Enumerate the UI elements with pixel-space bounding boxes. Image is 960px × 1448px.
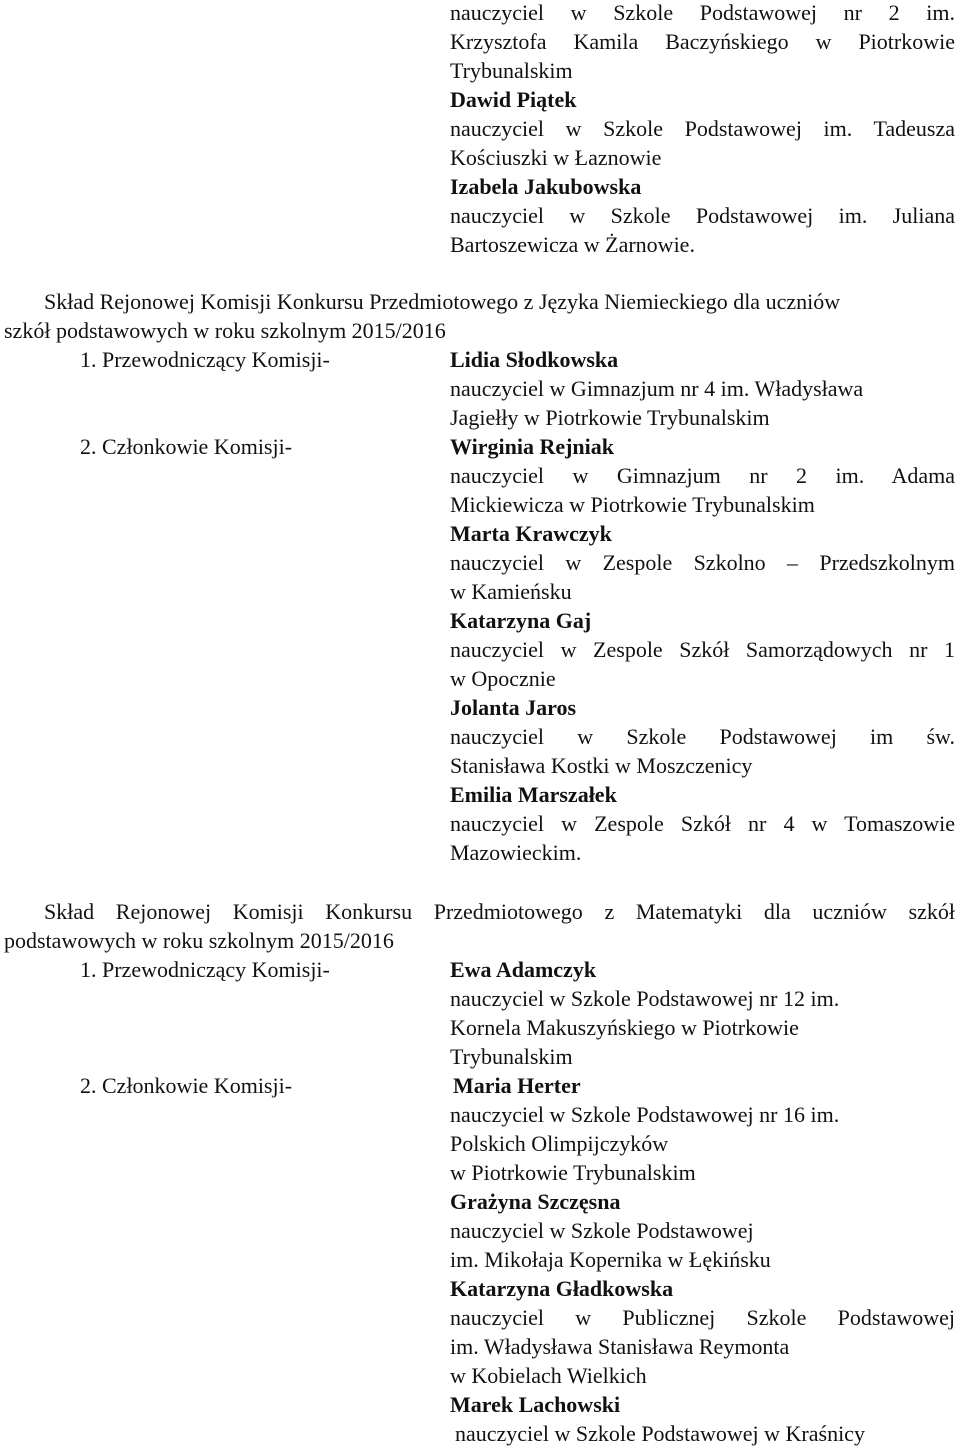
chair-label: 1. Przewodniczący Komisji-	[80, 347, 330, 372]
member-affiliation-line: im. Mikołaja Kopernika w Łękińsku	[450, 1247, 771, 1272]
section-title-math-line2: podstawowych w roku szkolnym 2015/2016	[4, 928, 394, 953]
member-name: Jolanta Jaros	[450, 695, 577, 720]
section-title-german-line1: Skład Rejonowej Komisji Konkursu Przedmiotowego z Języka Niemieckiego dla uczniów	[44, 289, 841, 314]
member-name: Katarzyna Gaj	[450, 608, 592, 633]
member-affiliation-line: Kościuszki w Łaznowie	[450, 145, 662, 170]
member-affiliation-line: Mazowieckim.	[450, 840, 582, 865]
member-affiliation-line: nauczyciel w Szkole Podstawowej w Kraśnicy	[455, 1421, 865, 1446]
chair-name: Lidia Słodkowska	[450, 347, 619, 372]
member-affiliation-line: w Kamieńsku	[450, 579, 572, 604]
member-affiliation-line: im. Władysława Stanisława Reymonta	[450, 1334, 790, 1359]
member-affiliation-line: w Piotrkowie Trybunalskim	[450, 1160, 696, 1185]
section-title-math-line1: Skład Rejonowej Komisji Konkursu Przedmiotowego z Matematyki dla uczniów szkół	[44, 899, 955, 924]
member-affiliation-line: nauczyciel w Szkole Podstawowej im św.	[450, 724, 955, 749]
chair-label: 1. Przewodniczący Komisji-	[80, 957, 330, 982]
continuation-affiliation-line: Trybunalskim	[450, 58, 573, 83]
member-affiliation-line: nauczyciel w Szkole Podstawowej im. Tadeusza	[450, 116, 955, 141]
chair-affiliation-line: Kornela Makuszyńskiego w Piotrkowie	[450, 1015, 799, 1040]
member-name: Marta Krawczyk	[450, 521, 612, 546]
member-affiliation-line: w Kobielach Wielkich	[450, 1363, 647, 1388]
member-affiliation-line: Mickiewicza w Piotrkowie Trybunalskim	[450, 492, 815, 517]
member-affiliation-line: nauczyciel w Zespole Szkół Samorządowych nr 1	[450, 637, 955, 662]
member-affiliation-line: Bartoszewicza w Żarnowie.	[450, 232, 695, 257]
member-affiliation-line: Stanisława Kostki w Moszczenicy	[450, 753, 753, 778]
member-affiliation-line: nauczyciel w Szkole Podstawowej im. Juliana	[450, 203, 955, 228]
member-affiliation-line: nauczyciel w Zespole Szkolno – Przedszkolnym	[450, 550, 955, 575]
member-affiliation-line: w Opocznie	[450, 666, 556, 691]
chair-name: Ewa Adamczyk	[450, 957, 597, 982]
continuation-affiliation-line: nauczyciel w Szkole Podstawowej nr 2 im.	[450, 0, 955, 25]
member-name: Marek Lachowski	[450, 1392, 621, 1417]
continuation-affiliation-line: Krzysztofa Kamila Baczyńskiego w Piotrkowie	[450, 29, 955, 54]
member-affiliation-line: nauczyciel w Szkole Podstawowej	[450, 1218, 754, 1243]
member-name: Wirginia Rejniak	[450, 434, 615, 459]
section-title-german-line2: szkół podstawowych w roku szkolnym 2015/2016	[4, 318, 446, 343]
member-name: Dawid Piątek	[450, 87, 577, 112]
member-affiliation-line: nauczyciel w Publicznej Szkole Podstawowej	[450, 1305, 955, 1330]
member-affiliation-line: Polskich Olimpijczyków	[450, 1131, 669, 1156]
chair-affiliation-line: nauczyciel w Gimnazjum nr 4 im. Władysława	[450, 376, 864, 401]
member-name: Grażyna Szczęsna	[450, 1189, 621, 1214]
member-name: Emilia Marszałek	[450, 782, 617, 807]
chair-affiliation-line: Trybunalskim	[450, 1044, 573, 1069]
chair-affiliation-line: Jagiełły w Piotrkowie Trybunalskim	[450, 405, 770, 430]
members-label: 2. Członkowie Komisji-	[80, 434, 293, 459]
member-name: Katarzyna Gładkowska	[450, 1276, 674, 1301]
member-affiliation-line: nauczyciel w Gimnazjum nr 2 im. Adama	[450, 463, 955, 488]
member-affiliation-line: nauczyciel w Zespole Szkół nr 4 w Tomaszowie	[450, 811, 955, 836]
member-affiliation-line: nauczyciel w Szkole Podstawowej nr 16 im.	[450, 1102, 840, 1127]
member-name: Maria Herter	[453, 1073, 581, 1098]
chair-affiliation-line: nauczyciel w Szkole Podstawowej nr 12 im.	[450, 986, 840, 1011]
members-label: 2. Członkowie Komisji-	[80, 1073, 293, 1098]
member-name: Izabela Jakubowska	[450, 174, 642, 199]
